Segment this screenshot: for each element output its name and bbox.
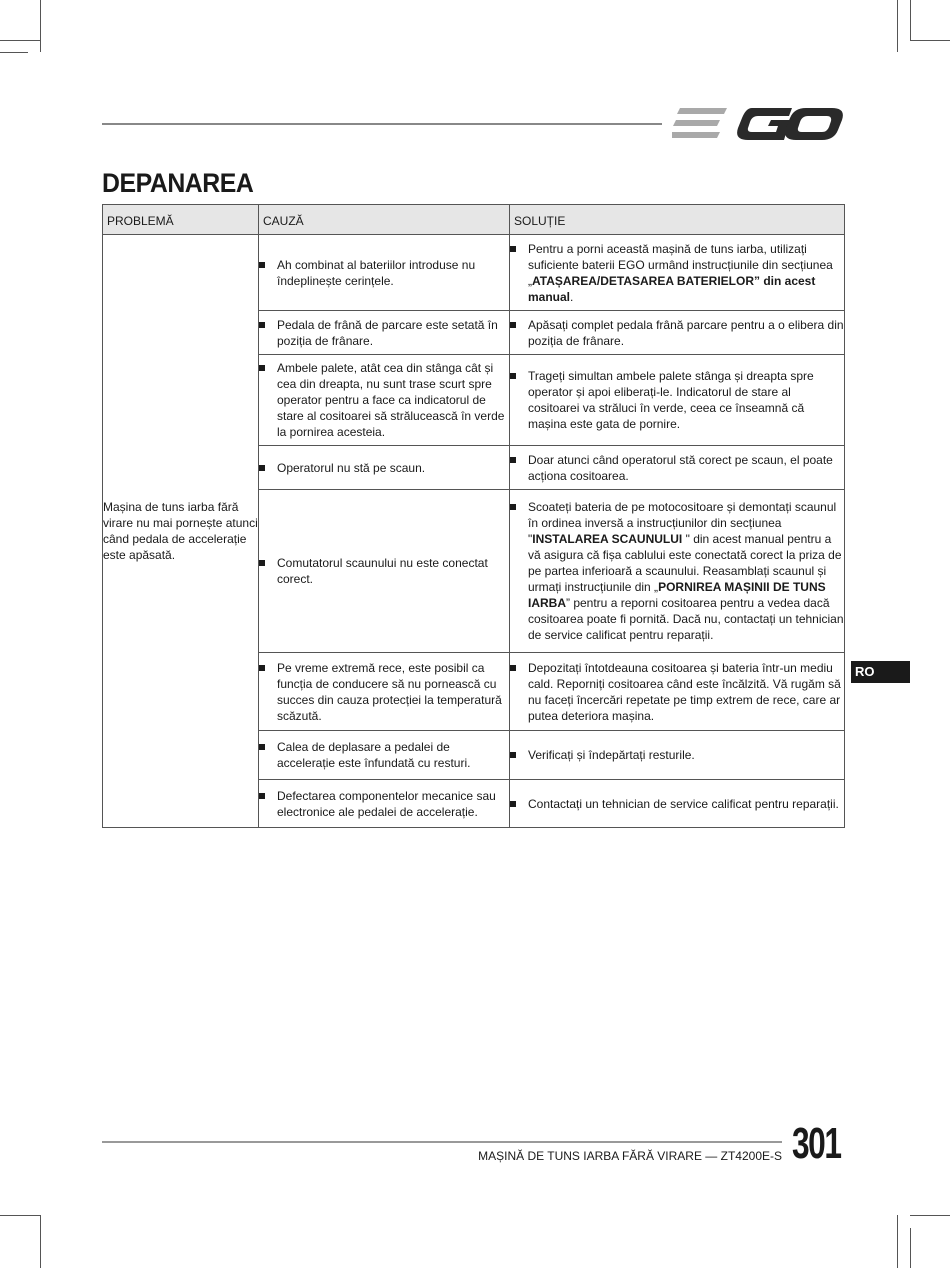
language-tab: RO (851, 661, 910, 683)
crop-mark (910, 0, 911, 40)
solution-run: Doar atunci când operatorul stă corect pe scaun, el poate acționa cositoarea. (528, 452, 833, 483)
footer-title: MAȘINĂ DE TUNS IARBA FĂRĂ VIRARE — ZT4200E-S (478, 1149, 782, 1163)
cause-cell (259, 731, 510, 780)
solution-run: Verificați și îndepărtați resturile. (528, 748, 695, 762)
solution-run: Pentru a porni această mașină de tuns iarba, utilizați suficiente baterii EGO urmând instrucțiunile din secțiunea „ (528, 241, 833, 288)
table-header-row (103, 205, 845, 235)
cause-cell (259, 446, 510, 490)
troubleshooting-table (102, 204, 845, 828)
solution-run: Scoateți bateria de pe motocositoare și demontați scaunul în ordinea inversă a instrucțiunilor din secțiunea " (528, 500, 837, 546)
solution-cell (510, 446, 845, 490)
cause-text: Pedala de frână de parcare este setată în poziția de frânare. (259, 317, 509, 349)
page-number: 301 (792, 1119, 841, 1168)
header-rule (102, 123, 662, 125)
cause-cell (259, 780, 510, 828)
crop-mark (897, 0, 898, 52)
solution-run: Contactați un tehnician de service calificat pentru reparații. (528, 796, 839, 811)
problem-cell: Mașina de tuns iarba fără virare nu mai pornește atunci când pedala de accelerație este apăsată. (103, 235, 259, 828)
table-row (103, 235, 845, 311)
crop-mark (0, 40, 40, 41)
cause-cell (259, 311, 510, 355)
cause-text: Calea de deplasare a pedalei de accelerație este înfundată cu resturi. (259, 739, 509, 771)
header-solution: SOLUȚIE (510, 205, 845, 235)
cause-text: Comutatorul scaunului nu este conectat corect. (259, 555, 509, 587)
cause-text: Ambele palete, atât cea din stânga cât și cea din dreapta, nu sunt trase scurt spre operator pentru a face ca indicatorul de stare al cositoarei să strălucească în verde la pornirea acesteia. (259, 360, 509, 440)
solution-text (510, 747, 844, 763)
header-cause: CAUZĂ (259, 205, 510, 235)
footer-rule (102, 1141, 782, 1143)
solution-run: Depozitați întotdeauna cositoarea și bateria într-un mediu cald. Reporniți cositoarea când este încălzită. Vă rugăm să nu faceți încercări repetate pe timp extrem de rece, care ar putea deteriora mașina. (528, 660, 841, 723)
page-title: DEPANAREA (102, 168, 254, 198)
crop-mark (40, 0, 41, 52)
solution-bold-run: INSTALAREA SCAUNULUI (532, 532, 686, 546)
solution-text (510, 499, 844, 643)
solution-bold-run: ATAȘAREA/DETASAREA BATERIELOR” din acest manual (528, 273, 816, 304)
solution-text (510, 368, 844, 432)
crop-mark (0, 1215, 40, 1216)
solution-bold-run: PORNIREA MAȘINII DE TUNS IARBA (528, 580, 826, 610)
solution-cell (510, 780, 845, 828)
crop-mark (910, 1215, 950, 1216)
cause-text: Defectarea componentelor mecanice sau electronice ale pedalei de accelerație. (259, 788, 509, 820)
crop-mark (910, 40, 950, 41)
solution-cell (510, 235, 845, 311)
solution-run: Trageți simultan ambele palete stânga și dreapta spre operator și apoi eliberați-le. Indicatorul de stare al cositoarei va străluci în verde, ceea ce înseamnă că mașina este gata de pornire. (528, 369, 814, 431)
crop-mark (40, 1215, 41, 1268)
ego-logo (672, 100, 844, 148)
cause-cell (259, 355, 510, 446)
crop-mark (910, 1228, 911, 1268)
solution-cell (510, 653, 845, 731)
cause-cell (259, 490, 510, 653)
solution-cell (510, 490, 845, 653)
header-problem: PROBLEMĂ (103, 205, 259, 235)
solution-run: " din acest manual pentru a vă asigura că fișa cablului este conectată corect la priza de pe partea inferioară a scaunului. Reasamblați scaunul și urmați instrucțiunile din „ (528, 532, 842, 594)
cause-text: Operatorul nu stă pe scaun. (259, 460, 509, 476)
solution-run: . (570, 289, 574, 304)
cause-cell (259, 653, 510, 731)
cause-text: Pe vreme extremă rece, este posibil ca funcția de conducere să nu pornească cu succes din cauza protecției la temperatură scăzută. (259, 660, 509, 724)
crop-mark (897, 1215, 898, 1268)
solution-text (510, 796, 844, 812)
solution-run: ” pentru a reporni cositoarea pentru a vedea dacă cositoarea poate fi pornită. Dacă nu, contactați un tehnician de service calificat pentru reparații. (528, 596, 844, 642)
solution-text (510, 241, 844, 305)
crop-mark (0, 52, 28, 53)
solution-text (510, 317, 844, 349)
solution-cell (510, 731, 845, 780)
solution-cell (510, 355, 845, 446)
solution-run: Apăsați complet pedala frână parcare pentru a o elibera din poziția de frânare. (528, 317, 844, 348)
solution-cell (510, 311, 845, 355)
solution-text (510, 452, 844, 484)
solution-text (510, 660, 844, 724)
cause-text: Ah combinat al bateriilor introduse nu îndeplinește cerințele. (259, 257, 509, 289)
cause-cell (259, 235, 510, 311)
